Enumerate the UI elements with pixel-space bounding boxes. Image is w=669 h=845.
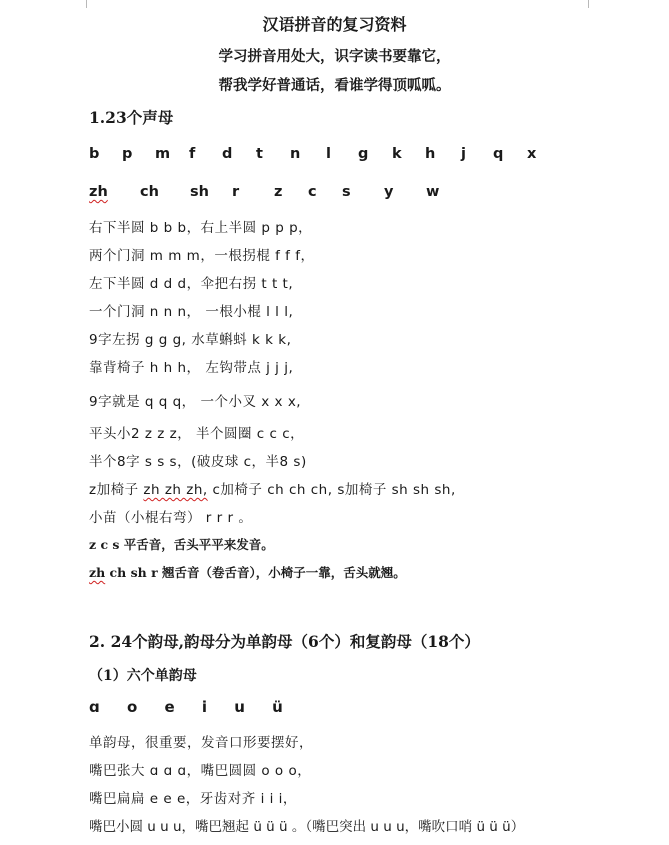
rhyme-zh-letters: zh zh zh, [143,482,208,498]
subtitle-line-2: 帮我学好普通话，看谁学得顶呱呱。 [218,77,451,94]
rhyme-line: 一个门洞 n n n， 一根小棍 l l l, [89,304,294,320]
rhyme-line: 单韵母，很重要，发音口形要摆好， [89,735,313,751]
single-finals-row: ɑ o e i u ü [89,698,294,716]
rhyme-line: 嘴巴张大 ɑ ɑ ɑ，嘴巴圆圆 o o o， [89,763,312,779]
rhyme-line: 9字左拐 g g g, 水草蝌蚪 k k k, [89,332,292,348]
initial-letter: s [342,184,351,200]
rhyme-line: 小苗（小棍右弯） r r r 。 [89,510,253,526]
note-retroflex-zh: zh [89,565,106,580]
initials-row-1 [0,146,669,166]
rhyme-line-zh-ch-sh [89,478,456,498]
rhyme-line: 嘴巴小圆 u u u，嘴巴翘起 ü ü ü 。（嘴巴突出 u u u，嘴吹口哨 ü ü ü） [89,819,525,835]
initial-letter: w [426,184,440,200]
rhyme-line: 两个门洞 m m m，一根拐棍 f f f， [89,248,315,264]
initial-letter: c [308,184,317,200]
initials-row-2 [0,184,669,204]
page-corner-mark-left [70,0,87,8]
rhyme-zh-prefix: z加椅子 [89,482,139,498]
initial-letter: y [384,184,394,200]
initial-letter: sh [190,184,209,200]
note-retroflex-rest: ch sh r 翘舌音（卷舌音），小椅子一靠，舌头就翘。 [105,565,406,580]
initial-letter: h [425,146,436,162]
initial-letter: k [392,146,402,162]
rhyme-line: 9字就是 q q q， 一个小叉 x x x, [89,394,302,410]
initial-letter: f [189,146,196,162]
initial-letter: b [89,146,100,162]
initial-letter: z [274,184,283,200]
initial-letter: g [358,146,369,162]
rhyme-line: 嘴巴扁扁 e e e，牙齿对齐 i i i， [89,791,297,807]
subtitle-line-1: 学习拼音用处大，识字读书要靠它， [218,48,451,65]
rhyme-line: 右下半圆 b b b，右上半圆 p p p， [89,220,313,236]
initial-letter: q [493,146,504,162]
initial-letter: zh [89,184,108,200]
note-retroflex [89,563,406,581]
document-title: 汉语拼音的复习资料 [262,15,407,34]
initial-letter: t [256,146,263,162]
page-corner-mark-right [588,0,605,8]
initial-letter: d [222,146,233,162]
initial-letter: r [232,184,240,200]
note-flat-tongue: z c s 平舌音，舌头平平来发音。 [89,537,274,552]
initial-letter: n [290,146,301,162]
initial-letter: l [326,146,331,162]
rhyme-line: 左下半圆 d d d，伞把右拐 t t t, [89,276,294,292]
initial-letter: m [155,146,171,162]
section2-heading: 2. 24个韵母,韵母分为单韵母（6个）和复韵母（18个） [89,632,480,651]
initial-letter: j [461,146,466,162]
rhyme-line: 半个8字 s s s，(破皮球 c，半8 s) [89,454,307,470]
section1-heading: 1.23个声母 [89,108,174,127]
initial-letter: x [527,146,537,162]
rhyme-ch-sh-part: c加椅子 ch ch ch, s加椅子 sh sh sh, [212,482,456,498]
initial-letter: p [122,146,133,162]
rhyme-line: 靠背椅子 h h h， 左钩带点 j j j, [89,360,294,376]
rhyme-line: 平头小2 z z z， 半个圆圈 c c c， [89,426,305,442]
initial-letter: ch [140,184,159,200]
section2-subheading: （1）六个单韵母 [89,668,197,684]
